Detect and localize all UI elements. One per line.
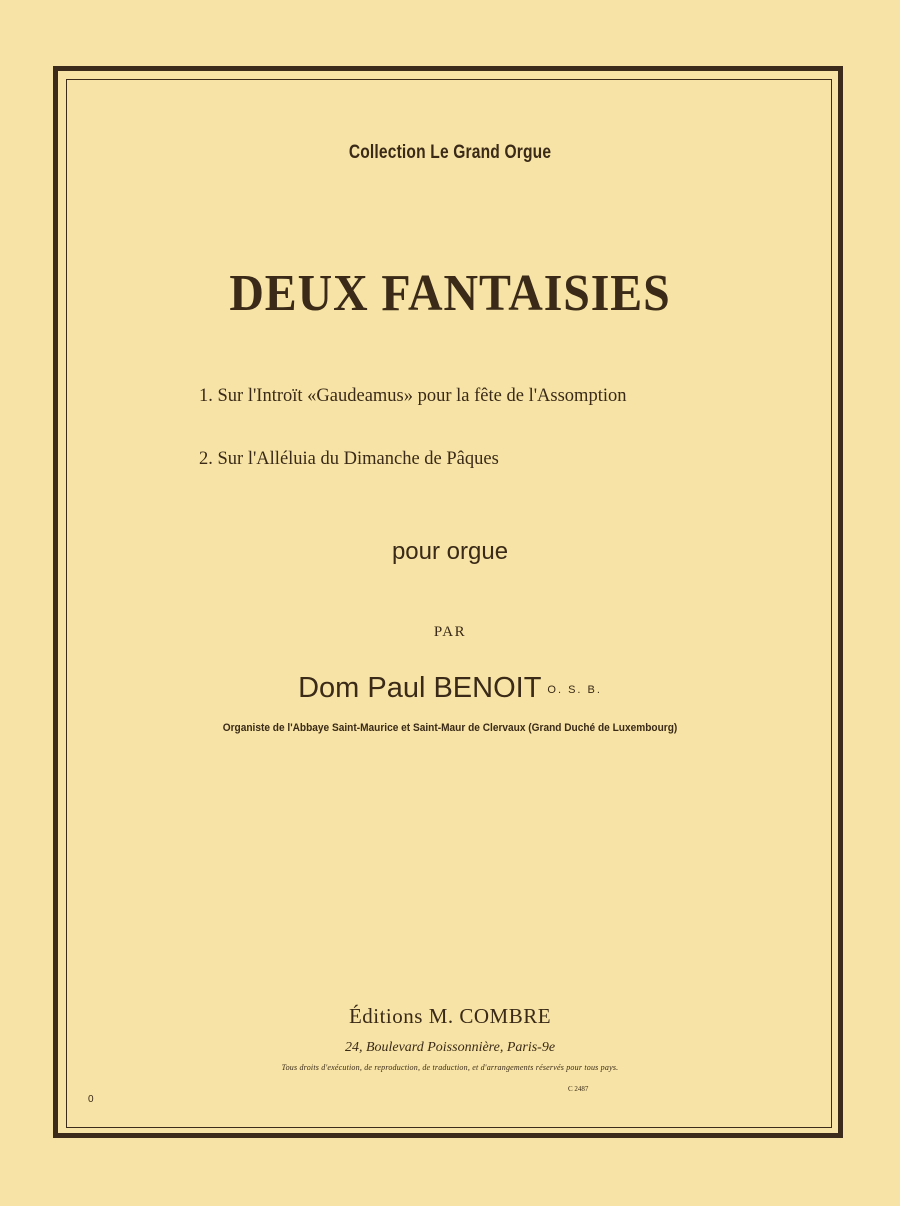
inner-border-frame <box>66 79 832 1128</box>
instrumentation: pour orgue <box>391 538 509 565</box>
rights-notice: Tous droits d'exécution, de reproduction, de traduction, et d'arrangements réservés pour tous pays. <box>281 1063 619 1072</box>
collection-name: Collection Le Grand Orgue <box>348 142 552 163</box>
composer-role: Organiste de l'Abbaye Saint-Maurice et Saint-Maur de Clervaux (Grand Duché de Luxembourg) <box>222 722 678 734</box>
margin-mark: 0 <box>88 1094 94 1105</box>
piece-2-description: 2. Sur l'Alléluia du Dimanche de Pâques <box>199 449 499 469</box>
composer-name: Dom Paul BENOIT <box>298 672 542 704</box>
publisher-name: Éditions M. COMBRE <box>348 1004 552 1028</box>
composer-order-suffix: O. S. B. <box>547 684 602 696</box>
composer-line <box>0 672 900 705</box>
work-title: DEUX FANTAISIES <box>229 265 671 322</box>
publisher-address: 24, Boulevard Poissonnière, Paris-9e <box>344 1040 556 1055</box>
piece-1-description: 1. Sur l'Introït «Gaudeamus» pour la fête de l'Assomption <box>199 386 627 406</box>
by-label: PAR <box>433 624 467 640</box>
catalog-number: C 2487 <box>568 1085 589 1093</box>
